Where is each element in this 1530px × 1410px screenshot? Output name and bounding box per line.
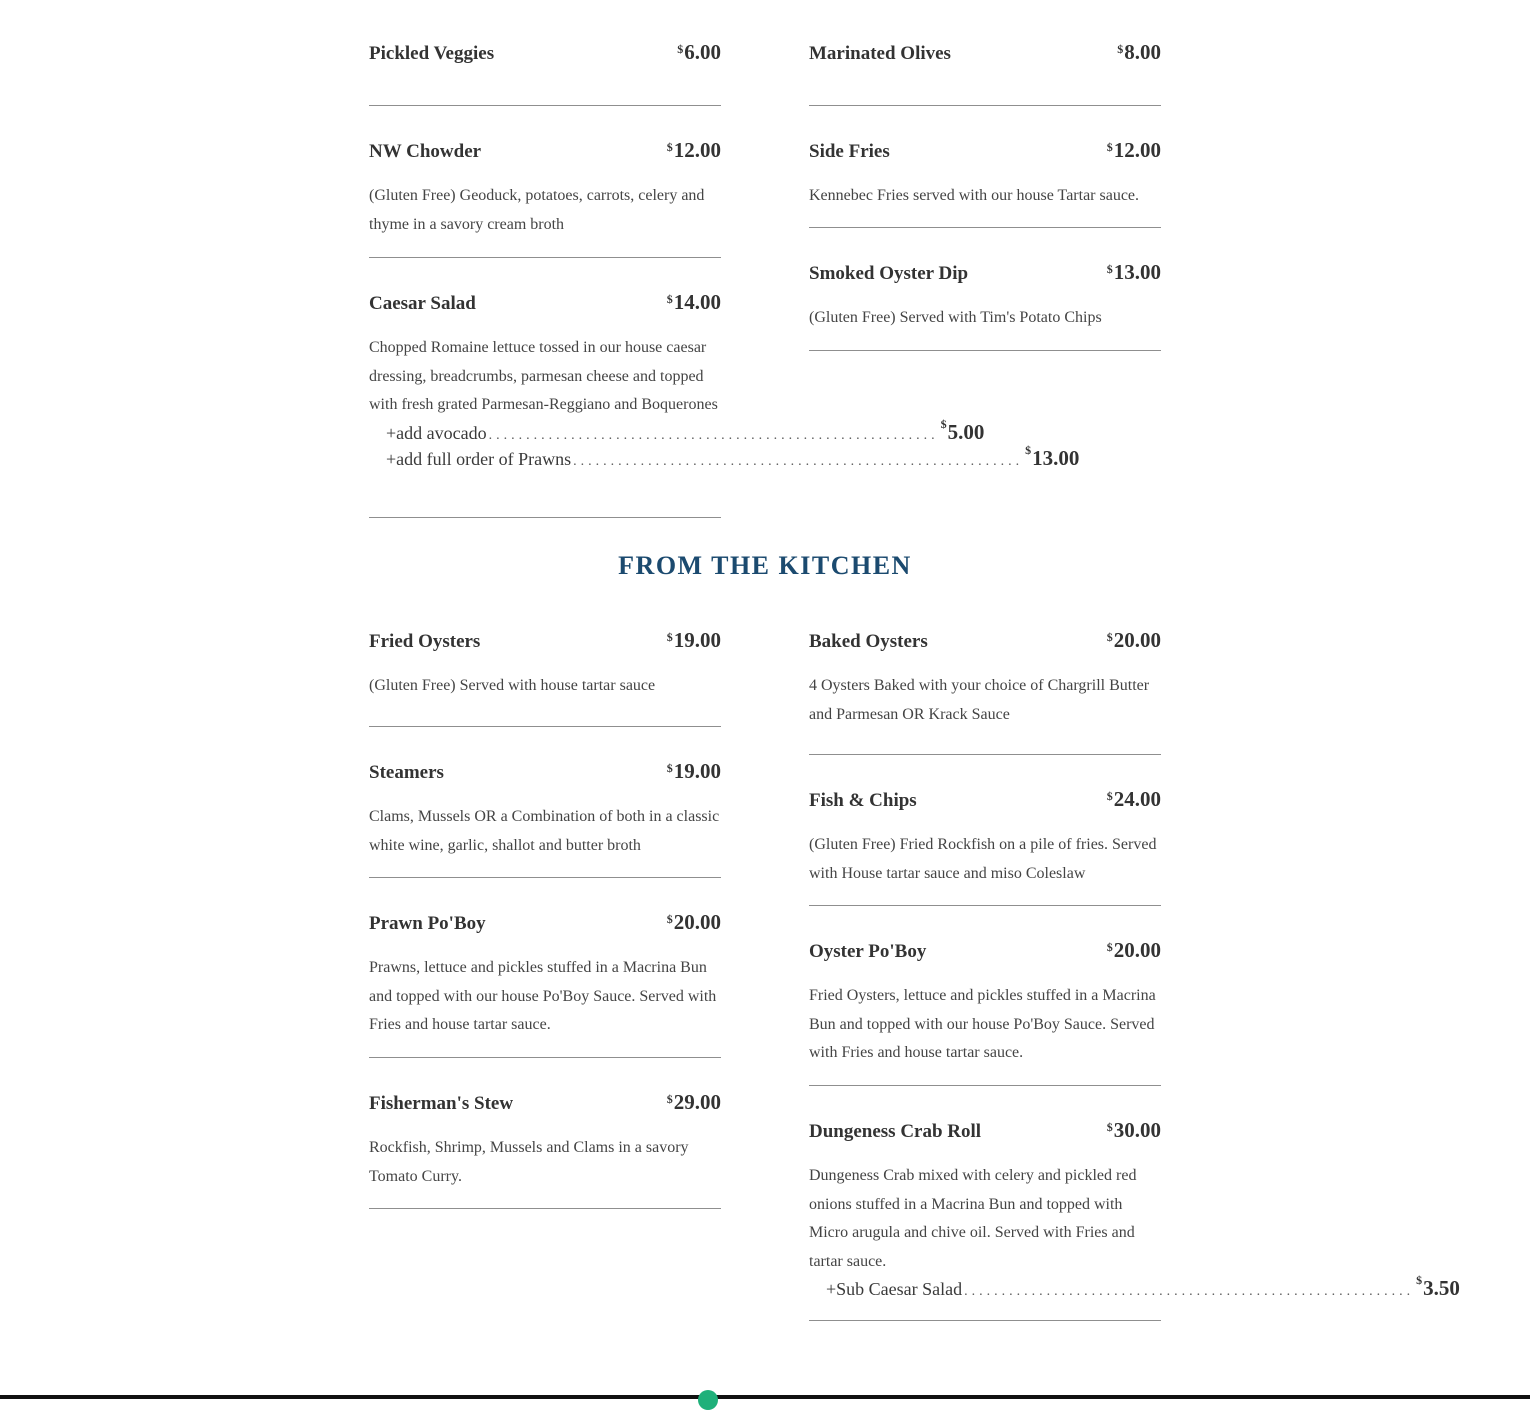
menu-item bbox=[809, 1116, 1460, 1321]
menu-item bbox=[369, 1088, 721, 1209]
price-value: 14.00 bbox=[673, 290, 721, 314]
menu-item-name: Oyster Po'Boy bbox=[809, 941, 927, 962]
addon-price bbox=[1416, 1273, 1460, 1301]
menu-item-description: (Gluten Free) Fried Rockfish on a pile of fries. Served with House tartar sauce and miso Coleslaw bbox=[809, 836, 1157, 882]
price-value: 19.00 bbox=[673, 628, 721, 652]
currency-symbol: $ bbox=[1106, 1120, 1113, 1134]
menu-item bbox=[809, 785, 1161, 906]
price-value: 3.50 bbox=[1423, 1276, 1460, 1300]
price-value: 19.00 bbox=[673, 759, 721, 783]
menu-item-header bbox=[809, 626, 1161, 666]
menu-item-name: NW Chowder bbox=[369, 141, 482, 162]
price-value: 20.00 bbox=[1113, 628, 1161, 652]
price-value: 6.00 bbox=[684, 40, 721, 64]
price-value: 8.00 bbox=[1124, 40, 1161, 64]
price-value: 24.00 bbox=[1113, 787, 1161, 811]
addon-label: +add avocado bbox=[386, 422, 487, 443]
menu-item-price bbox=[1107, 626, 1161, 652]
addon-label: +add full order of Prawns bbox=[386, 448, 572, 469]
menu-item-name: Marinated Olives bbox=[809, 43, 951, 64]
menu-item-price bbox=[1107, 936, 1161, 962]
section-title: FROM THE KITCHEN bbox=[618, 551, 912, 580]
menu-item-header bbox=[369, 1088, 721, 1128]
menu-item-description: Fried Oysters, lettuce and pickles stuffed in a Macrina Bun and topped with our house Po'Boy Sauce. Served with Fries and house tartar sauce. bbox=[809, 987, 1156, 1061]
menu-item-description: Kennebec Fries served with our house Tartar sauce. bbox=[809, 187, 1140, 204]
menu-item-header bbox=[809, 785, 1161, 825]
menu-item-header bbox=[809, 936, 1161, 976]
menu-item-name: Baked Oysters bbox=[809, 631, 928, 652]
menu-item-description: 4 Oysters Baked with your choice of Chargrill Butter and Parmesan OR Krack Sauce bbox=[809, 677, 1150, 723]
menu-item-description: Prawns, lettuce and pickles stuffed in a Macrina Bun and topped with our house Po'Boy Sauce. Served with Fries and house tartar sauce. bbox=[369, 959, 717, 1033]
currency-symbol: $ bbox=[677, 42, 684, 56]
menu-item bbox=[809, 936, 1161, 1086]
menu-item-name: Side Fries bbox=[809, 141, 890, 162]
dot-leader: ............................................................ bbox=[488, 427, 939, 443]
menu-item-price bbox=[667, 1088, 721, 1114]
menu-item-price bbox=[667, 626, 721, 652]
kitchen-left-column bbox=[369, 0, 721, 1321]
currency-symbol: $ bbox=[666, 630, 673, 644]
price-value: 29.00 bbox=[673, 1090, 721, 1114]
kitchen-menu bbox=[369, 0, 1460, 1321]
currency-symbol: $ bbox=[666, 292, 673, 306]
menu-item-description: Dungeness Crab mixed with celery and pickled red onions stuffed in a Macrina Bun and topped with Micro arugula and chive oil. Served with Fries and tartar sauce. bbox=[809, 1167, 1137, 1270]
kitchen-grid bbox=[369, 0, 1460, 1321]
kitchen-right-column bbox=[809, 0, 1460, 1321]
price-value: 5.00 bbox=[947, 419, 985, 444]
menu-item-price bbox=[1107, 785, 1161, 811]
price-value: 20.00 bbox=[1113, 938, 1161, 962]
currency-symbol: $ bbox=[666, 1092, 673, 1106]
chat-widget-button[interactable] bbox=[698, 1390, 718, 1410]
currency-symbol: $ bbox=[1106, 262, 1113, 276]
menu-item-name: Fried Oysters bbox=[369, 631, 481, 652]
menu-item-header bbox=[809, 1116, 1161, 1156]
dot-leader: ............................................................ bbox=[964, 1284, 1415, 1299]
currency-symbol: $ bbox=[1117, 42, 1124, 56]
menu-item-header bbox=[369, 908, 721, 948]
menu-item-name: Prawn Po'Boy bbox=[369, 913, 486, 934]
menu-item-description: Chopped Romaine lettuce tossed in our house caesar dressing, breadcrumbs, parmesan cheese and topped with fresh grated Parmesan-Reggiano and Boquerones bbox=[369, 339, 718, 413]
menu-item-name: Pickled Veggies bbox=[369, 43, 495, 64]
menu-item-description: Clams, Mussels OR a Combination of both in a classic white wine, garlic, shallot and butter broth bbox=[369, 808, 720, 854]
currency-symbol: $ bbox=[1025, 442, 1032, 457]
menu-item-name: Fisherman's Stew bbox=[369, 1093, 514, 1114]
menu-item-description: Rockfish, Shrimp, Mussels and Clams in a savory Tomato Curry. bbox=[369, 1139, 689, 1185]
price-value: 13.00 bbox=[1032, 445, 1080, 470]
currency-symbol: $ bbox=[1106, 140, 1113, 154]
price-value: 12.00 bbox=[673, 138, 721, 162]
menu-item-name: Smoked Oyster Dip bbox=[809, 263, 969, 284]
menu-item-price bbox=[1107, 1116, 1161, 1142]
currency-symbol: $ bbox=[1416, 1273, 1423, 1287]
currency-symbol: $ bbox=[940, 416, 947, 431]
menu-item-description: (Gluten Free) Served with Tim's Potato Chips bbox=[809, 309, 1102, 326]
currency-symbol: $ bbox=[1106, 630, 1113, 644]
menu-item bbox=[369, 626, 721, 727]
menu-item-description: (Gluten Free) Geoduck, potatoes, carrots, celery and thyme in a savory cream broth bbox=[369, 187, 705, 233]
menu-item-header bbox=[369, 757, 721, 797]
currency-symbol: $ bbox=[666, 912, 673, 926]
menu-item bbox=[809, 626, 1161, 755]
price-value: 20.00 bbox=[673, 910, 721, 934]
currency-symbol: $ bbox=[1106, 940, 1113, 954]
menu-item bbox=[369, 757, 721, 878]
dot-leader: ............................................................ bbox=[573, 453, 1024, 469]
menu-addon bbox=[809, 1273, 1460, 1302]
menu-item-price bbox=[667, 908, 721, 934]
menu-item-name: Fish & Chips bbox=[809, 790, 917, 811]
menu-item bbox=[369, 908, 721, 1058]
menu-item-name: Steamers bbox=[369, 762, 444, 783]
menu-item-header bbox=[369, 626, 721, 666]
menu-item-name: Dungeness Crab Roll bbox=[809, 1121, 982, 1142]
currency-symbol: $ bbox=[666, 140, 673, 154]
menu-item-description: (Gluten Free) Served with house tartar sauce bbox=[369, 677, 656, 694]
footer-divider bbox=[0, 1395, 1530, 1399]
menu-item-name: Caesar Salad bbox=[369, 293, 476, 314]
price-value: 30.00 bbox=[1113, 1118, 1161, 1142]
menu-item-price bbox=[667, 757, 721, 783]
currency-symbol: $ bbox=[1106, 789, 1113, 803]
addon-label: +Sub Caesar Salad bbox=[826, 1279, 963, 1299]
price-value: 13.00 bbox=[1113, 260, 1161, 284]
currency-symbol: $ bbox=[666, 761, 673, 775]
price-value: 12.00 bbox=[1113, 138, 1161, 162]
